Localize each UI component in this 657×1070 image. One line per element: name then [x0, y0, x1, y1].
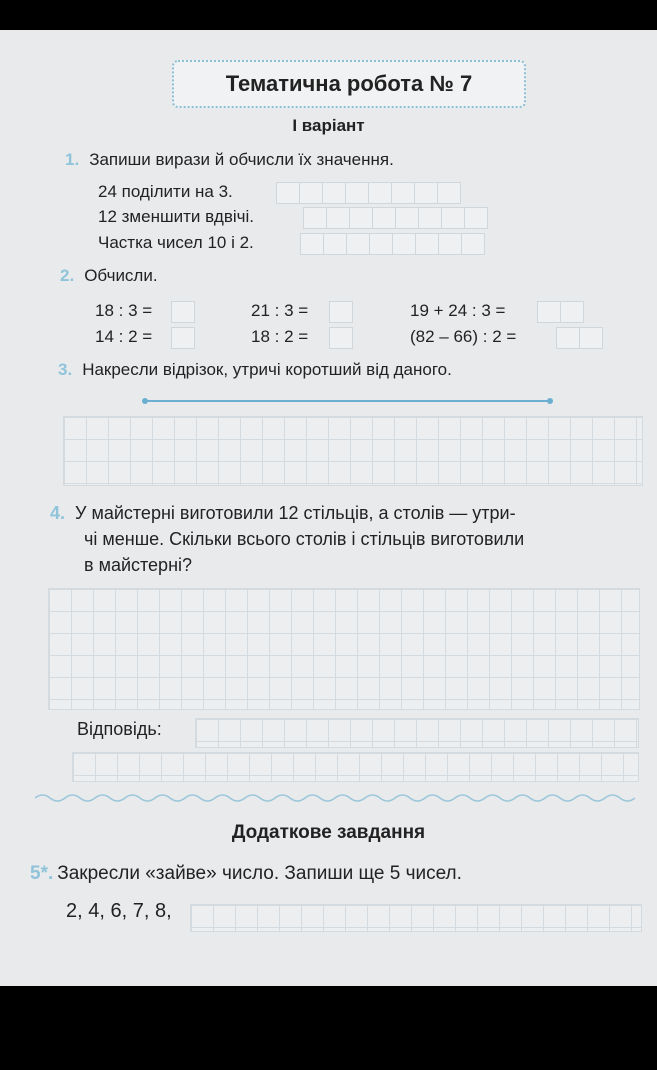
expression-5: 19 + 24 : 3 =: [410, 301, 506, 320]
wave-divider: [35, 792, 635, 804]
task3-number: 3.: [58, 360, 73, 379]
title-box: [172, 60, 526, 108]
task4-solution-grid[interactable]: [48, 588, 640, 710]
answer-box-1[interactable]: [171, 301, 195, 323]
task1-line-2: 12 зменшити вдвічі.: [98, 207, 255, 226]
worksheet-page: [0, 30, 657, 986]
task3-instruction: Накресли відрізок, утричі коротший від даного.: [82, 360, 452, 379]
answer-box-4[interactable]: [329, 327, 353, 349]
answer-box-6[interactable]: [556, 327, 602, 349]
answer-box-2[interactable]: [171, 327, 195, 349]
task4-text-1: У майстерні виготовили 12 стільців, а столів — утри-: [75, 503, 516, 523]
answer-box-5[interactable]: [537, 301, 583, 323]
task1-answer-cells-1[interactable]: [276, 182, 460, 204]
task5-number: 5*.: [30, 863, 54, 884]
task4-line-1: [50, 503, 516, 524]
task5-answer-grid[interactable]: [190, 904, 642, 932]
task4-text-2: чі менше. Скільки всього столів і стільців виготовили: [84, 529, 525, 549]
task2-number: 2.: [60, 266, 75, 285]
task2-instruction: Обчисли.: [84, 266, 158, 285]
task4-number: 4.: [50, 503, 66, 523]
expression-6: (82 – 66) : 2 =: [410, 327, 517, 346]
task1-answer-cells-3[interactable]: [300, 233, 484, 255]
expression-4: 18 : 2 =: [251, 327, 309, 346]
task1-header: [65, 150, 394, 170]
given-segment: [145, 400, 550, 402]
task2-header: [60, 266, 158, 286]
task5-instruction: Закресли «зайве» число. Запиши ще 5 чисел.: [57, 863, 462, 884]
answer-line-grid[interactable]: [195, 718, 639, 748]
number-sequence: 2, 4, 6, 7, 8,: [66, 900, 172, 922]
task1-answer-cells-2[interactable]: [303, 207, 487, 229]
answer-label: Відповідь:: [77, 719, 162, 739]
extra-heading: Додаткове завдання: [231, 822, 426, 843]
task1-number: 1.: [65, 150, 80, 169]
expression-3: 21 : 3 =: [251, 301, 309, 320]
expression-1: 18 : 3 =: [95, 301, 153, 320]
answer-line-grid-2[interactable]: [72, 752, 639, 782]
answer-box-3[interactable]: [329, 301, 353, 323]
page-title: Тематична робота № 7: [225, 71, 473, 96]
task4-text-3: в майстерні?: [84, 555, 193, 575]
task5-header: [30, 863, 462, 885]
task1-line-1: 24 поділити на 3.: [98, 182, 233, 201]
task1-line-3: Частка чисел 10 і 2.: [98, 233, 254, 252]
variant-label: І варіант: [292, 116, 365, 135]
task3-drawing-grid[interactable]: [63, 416, 643, 486]
task3-header: [58, 360, 452, 380]
expression-2: 14 : 2 =: [95, 327, 153, 346]
task1-instruction: Запиши вирази й обчисли їх значення.: [89, 150, 394, 169]
